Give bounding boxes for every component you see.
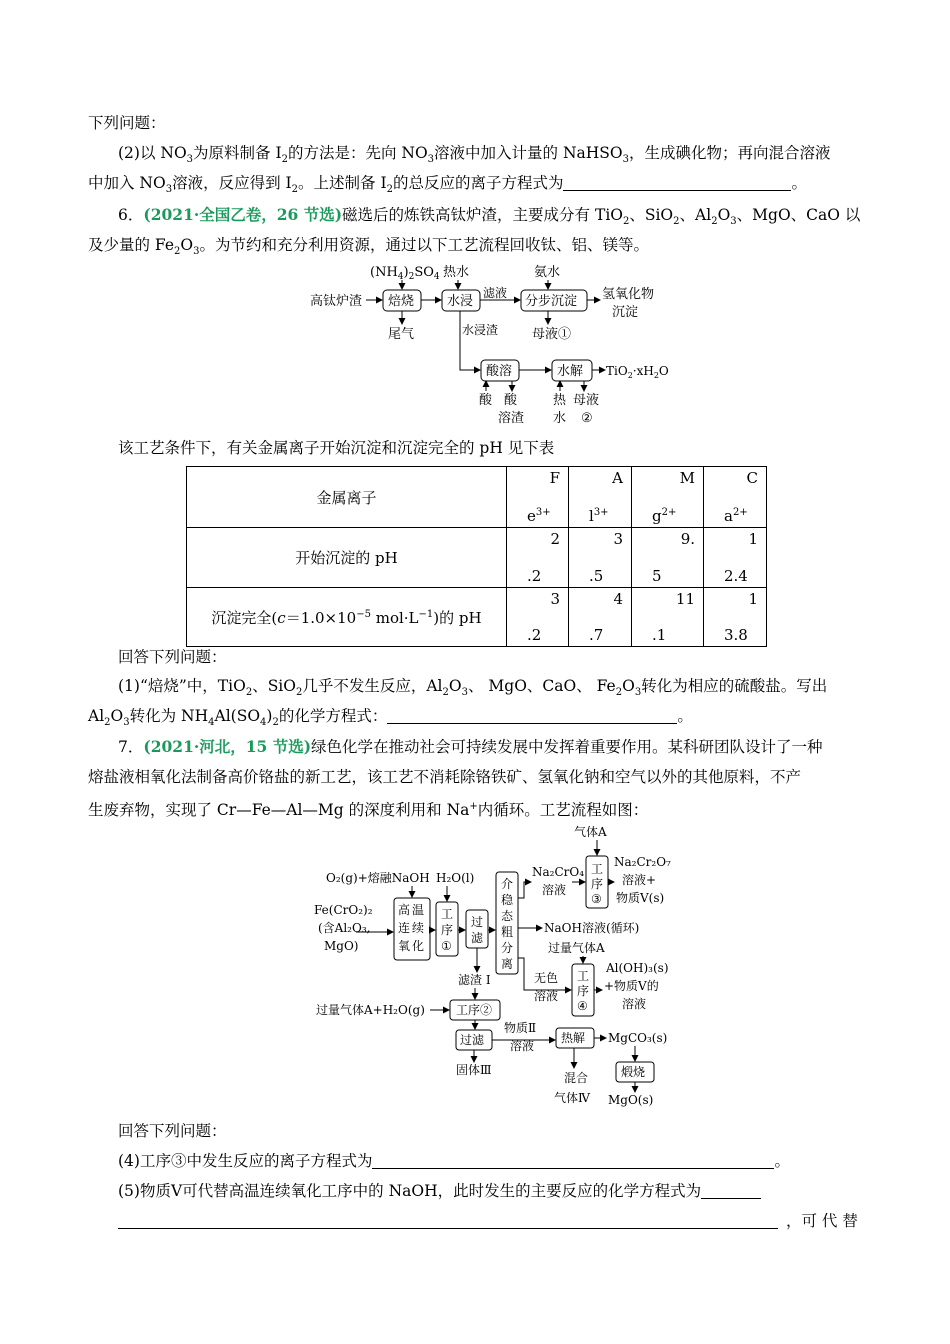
calcine-label: 煅烧: [621, 1065, 646, 1079]
process-4-char: ④: [577, 999, 588, 1013]
separation-char: 态: [501, 909, 514, 923]
question-7-line-2: 熔盐液相氧化法制备高价铬盐的新工艺，该工艺不消耗除铬铁矿、氢氧化钠和空气以外的其他原料，不产: [88, 768, 802, 786]
water-label: H₂O(l): [436, 871, 475, 885]
process-1-char: 序: [441, 923, 454, 937]
separation-char: 稳: [501, 893, 514, 907]
process-2-label: 工序②: [456, 1003, 493, 1017]
filter-1-char: 滤: [471, 931, 484, 945]
answer-blank[interactable]: [563, 174, 791, 191]
separation-char: 介: [501, 877, 514, 891]
intro-text: 下列问题：: [88, 114, 166, 132]
acid-dissolve-label: 酸溶: [486, 364, 513, 379]
process-flowchart-q7: [310, 820, 690, 1112]
ph-cell: 1 2.4: [704, 528, 767, 588]
row-label-start: 开始沉淀的 pH: [187, 528, 507, 588]
oxidation-char: 氧: [398, 939, 411, 953]
roast-label: 焙烧: [388, 294, 415, 309]
ion-cell: M $g^{2+}$: [632, 467, 704, 528]
filter-2-label: 过滤: [460, 1033, 485, 1047]
process-flowchart-q6: [300, 258, 700, 428]
reagent-ammonium-sulfate: $(NH_4)_2SO_4$: [370, 265, 440, 282]
answer-blank[interactable]: [372, 1152, 774, 1169]
hot-label-2: 水: [553, 411, 567, 426]
substance-ii-label: 物质Ⅱ: [504, 1021, 537, 1035]
answer-blank[interactable]: [387, 707, 677, 724]
product-tio2: $TiO_2\cdot xH_2O$: [606, 364, 669, 380]
colorless-label: 无色: [534, 971, 559, 985]
ion-cell: A $l^{3+}$: [569, 467, 632, 528]
process-4-char: 工: [577, 969, 590, 983]
gas-water-label: 过量气体A+H₂O(g): [316, 1003, 425, 1017]
hydroxide-label-1: 氢氧化物: [602, 287, 655, 302]
pyrolysis-label: 热解: [561, 1031, 586, 1045]
mixed-gas-label-1: 混合: [564, 1071, 589, 1085]
ore-label-2: (含Al₂O₃,: [318, 921, 371, 935]
na2cro4-label: Na₂CrO₄: [532, 865, 585, 879]
mother-liquor-1: 母液①: [532, 327, 572, 342]
ammonia-label: 氨水: [534, 265, 561, 280]
ph-cell: 3 .2: [507, 588, 569, 647]
solution-label-2: 溶液: [534, 989, 559, 1003]
substance-v-label: 物质V(s): [616, 891, 665, 905]
start-material: 高钛炉渣: [310, 294, 363, 309]
ph-cell: 4 .7: [569, 588, 632, 647]
ph-cell: 9. 5: [632, 528, 704, 588]
question-7-part-4: (4)工序③中发生反应的离子方程式为 。: [118, 1152, 790, 1170]
separation-char: 粗: [501, 925, 514, 939]
question-7-line-1: 7．(2021·河北，15 节选)绿色化学在推动社会可持续发展中发挥着重要作用。某科研团队设计了一种: [118, 737, 823, 756]
ph-cell: 3 .5: [569, 528, 632, 588]
separation-char: 分: [501, 941, 514, 955]
answer-blank[interactable]: [701, 1182, 761, 1199]
oxidation-char: 化: [412, 939, 425, 953]
row-label-complete: 沉淀完全($c=1.0\times 10^{-5}$ $mol\cdot L^{-1}$)的 pH: [187, 588, 507, 647]
ph-table: [186, 466, 767, 647]
residue-1-label: 滤渣 I: [458, 973, 491, 987]
question-7-part-5-line-2: ，可 代 替: [118, 1210, 858, 1232]
question-2-line-1: (2)以 $NO_3$为原料制备 $I_2$的方法是：先向 $NO_3$溶液中加入计量的 NaHSO$_3$，生成碘化物；再向混合溶液: [118, 144, 831, 166]
solution-label-3: 溶液: [622, 997, 647, 1011]
solution-label-4: 溶液: [510, 1039, 535, 1053]
ion-cell: C $a^{2+}$: [704, 467, 767, 528]
solution-label-1: 溶液: [542, 883, 567, 897]
solution-plus-label: 溶液+: [622, 873, 657, 887]
hot-water-label: 热水: [443, 265, 470, 280]
mgo-label: MgO(s): [608, 1093, 654, 1107]
plus-v-label: +物质V的: [604, 979, 659, 993]
process-3-char: 序: [591, 877, 604, 891]
answer-blank[interactable]: [118, 1212, 778, 1229]
table-intro: 该工艺条件下，有关金属离子开始沉淀和沉淀完全的 pH 见下表: [118, 439, 555, 457]
oxidation-char: 续: [412, 921, 425, 935]
question-6-part-1-line-1: (1)“焙烧”中，TiO$_2$、SiO$_2$几乎不发生反应，$Al_2O_3$、 MgO、CaO、 $Fe_2O_3$转化为相应的硫酸盐。写出: [118, 677, 828, 699]
question-7-line-3: 生废弃物，实现了 Cr—Fe—Al—Mg 的深度利用和 Na+内循环。工艺流程如图：: [88, 801, 649, 820]
ion-cell: F $e^{3+}$: [507, 467, 569, 528]
ph-cell: 2 .2: [507, 528, 569, 588]
acid-residue-label-1: 酸: [504, 393, 518, 408]
oxygen-naoh-label: O₂(g)+熔融NaOH: [326, 871, 430, 885]
process-3-char: 工: [591, 862, 604, 876]
answer-intro-7: 回答下列问题：: [118, 1122, 227, 1140]
question-6-line-1: 6．(2021·全国乙卷，26 节选)磁选后的炼铁高钛炉渣，主要成分有 TiO$_2$、SiO$_2$、$Al_2O_3$、MgO、CaO 以: [118, 205, 861, 228]
source-tag: (2021·全国乙卷，26 节选): [143, 205, 343, 224]
hydrolysis-label: 水解: [557, 364, 584, 379]
ph-cell: 1 3.8: [704, 588, 767, 647]
filter-1-char: 过: [471, 915, 484, 929]
source-tag: (2021·河北，15 节选): [143, 737, 312, 756]
leach-residue-label: 水浸渣: [462, 323, 499, 337]
aluminum-hydroxide-label: Al(OH)₃(s): [606, 961, 669, 975]
naoh-cycle-label: NaOH溶液(循环): [544, 921, 640, 935]
answer-intro-6: 回答下列问题：: [118, 648, 227, 666]
question-7-part-5: (5)物质Ⅴ可代替高温连续氧化工序中的 NaOH，此时发生的主要反应的化学方程式为: [118, 1180, 761, 1202]
step-precipitate-label: 分步沉淀: [525, 294, 578, 309]
ph-cell: 11 .1: [632, 588, 704, 647]
mother-liquor-2b: ②: [581, 411, 593, 426]
gas-a-top: 气体A: [574, 825, 607, 839]
ore-label-1: Fe(CrO₂)₂: [314, 903, 373, 917]
mother-liquor-2a: 母液: [573, 393, 600, 408]
tail-gas-label: 尾气: [388, 327, 415, 342]
hot-label-1: 热: [553, 393, 567, 408]
process-3-char: ③: [591, 892, 602, 906]
header-label: 金属离子: [187, 467, 507, 528]
acid-label: 酸: [479, 393, 493, 408]
mixed-gas-label-2: 气体Ⅳ: [554, 1091, 590, 1105]
oxidation-char: 连: [398, 921, 411, 935]
solid-iii-label: 固体Ⅲ: [456, 1063, 492, 1077]
separation-char: 离: [501, 957, 514, 971]
excess-gas-a-label: 过量气体A: [548, 941, 605, 955]
process-1-char: ①: [441, 939, 452, 953]
na2cr2o7-label: Na₂Cr₂O₇: [614, 855, 671, 869]
filtrate-label: 滤液: [483, 286, 508, 300]
acid-residue-label-2: 溶渣: [498, 411, 525, 426]
ore-label-3: MgO): [324, 939, 359, 953]
hydroxide-label-2: 沉淀: [612, 305, 639, 320]
oxidation-char: 高: [398, 903, 411, 917]
question-6-part-1-line-2: $Al_2O_3$转化为 $NH_4Al(SO_4)_2$的化学方程式： 。: [88, 707, 693, 729]
oxidation-char: 温: [412, 903, 425, 917]
question-2-line-2: 中加入 $NO_3$溶液，反应得到 $I_2$。上述制备 $I_2$的总反应的离子方程式为 。: [88, 174, 807, 196]
question-6-line-2: 及少量的 $Fe_2O_3$。为节约和充分利用资源，通过以下工艺流程回收钛、铝、镁等。: [88, 236, 649, 258]
process-1-char: 工: [441, 907, 454, 921]
leach-label: 水浸: [447, 294, 474, 309]
process-4-char: 序: [577, 984, 590, 998]
mgco3-label: MgCO₃(s): [608, 1031, 668, 1045]
